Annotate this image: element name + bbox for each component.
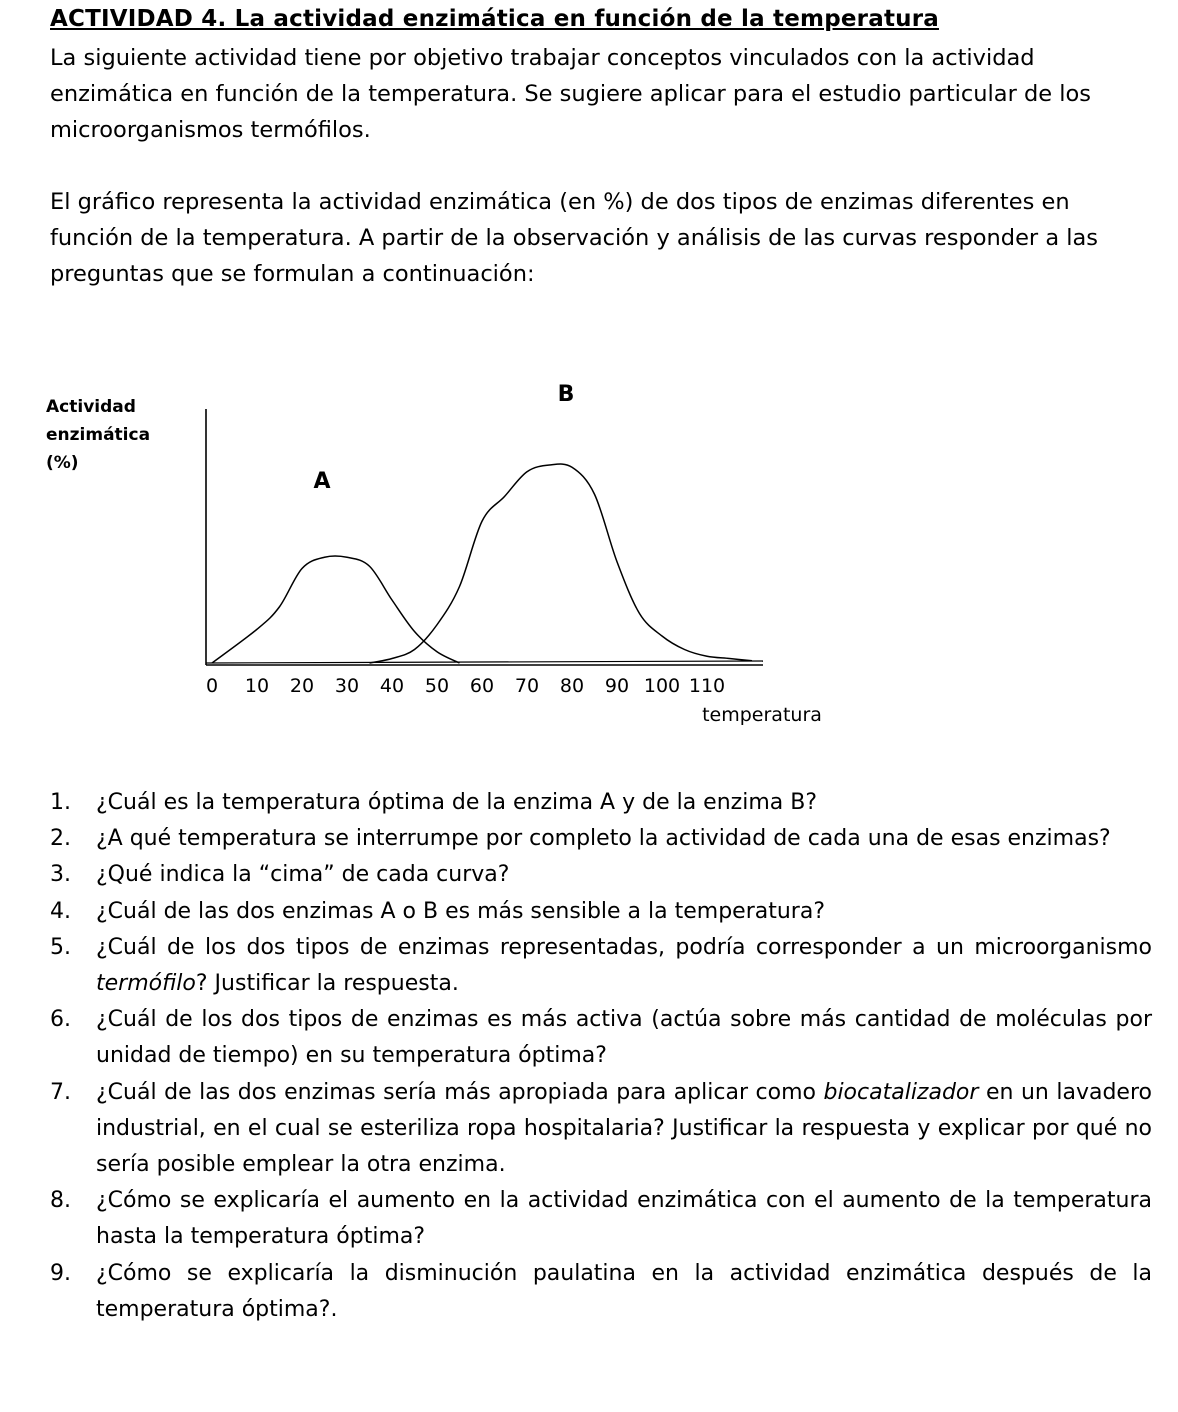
question-number: 5. — [50, 934, 71, 960]
x-tick-label: 110 — [688, 675, 726, 697]
x-axis-label: temperatura — [702, 704, 822, 726]
question-text: ¿Qué indica la “cima” de cada curva? — [96, 862, 510, 888]
series-label-a: A — [313, 469, 331, 494]
question-text: en un lavadero industrial, en el cual se esteriliza ropa hospitalaria? Justificar la respuesta y explicar por qué no sería posible emplear la otra enzima. — [96, 1079, 1152, 1178]
y-axis-label-line: Actividad — [46, 397, 136, 417]
description-paragraph: El gráfico representa la actividad enzimática (en %) de dos tipos de enzimas diferentes en función de la temperatura. A partir de la observación y análisis de las curvas responder a las preguntas que se formulan a continuación: — [50, 189, 1099, 287]
question-item — [50, 821, 1152, 857]
question-number: 3. — [50, 862, 71, 888]
question-text: ¿Cómo se explicaría la disminución paulatina en la actividad enzimática después de la temperatura óptima?. — [96, 1260, 1152, 1322]
question-number: 4. — [50, 898, 71, 924]
x-tick-label: 60 — [469, 675, 495, 697]
question-text: ¿Cómo se explicaría el aumento en la actividad enzimática con el aumento de la temperatura hasta la temperatura óptima? — [96, 1188, 1152, 1250]
activity-title: ACTIVIDAD 4. La actividad enzimática en función de la temperatura — [50, 6, 939, 32]
intro-paragraph: La siguiente actividad tiene por objetivo trabajar conceptos vinculados con la actividad enzimática en función de la temperatura. Se sugiere aplicar para el estudio particular de los microorganismos termófilos. — [50, 45, 1091, 143]
series-line-b — [370, 464, 753, 663]
x-tick-label: 30 — [334, 675, 360, 697]
question-item — [50, 894, 1152, 930]
x-tick-label: 70 — [514, 675, 540, 697]
question-item — [50, 1256, 1152, 1328]
question-item — [50, 857, 1152, 893]
x-tick-label: 50 — [424, 675, 450, 697]
x-tick-label: 0 — [205, 675, 219, 697]
x-tick-label: 100 — [643, 675, 681, 697]
x-tick-label: 20 — [289, 675, 315, 697]
x-tick-label: 10 — [244, 675, 270, 697]
question-list — [50, 785, 1152, 1328]
y-axis-label-line: enzimática — [46, 425, 151, 445]
question-number: 2. — [50, 826, 71, 852]
question-item — [50, 1002, 1152, 1074]
question-text: ¿Cuál de los dos tipos de enzimas representadas, podría corresponder a un microorganismo — [96, 934, 1152, 960]
question-text: ? Justificar la respuesta. — [195, 971, 459, 997]
question-number: 9. — [50, 1260, 71, 1286]
x-axis-line-upper — [206, 661, 763, 663]
question-number: 8. — [50, 1188, 71, 1214]
question-text: ¿Cuál de los dos tipos de enzimas es más activa (actúa sobre más cantidad de moléculas por unidad de tiempo) en su temperatura óptima? — [96, 1007, 1152, 1069]
y-axis-label-line: (%) — [46, 453, 79, 473]
question-text: ¿A qué temperatura se interrumpe por completo la actividad de cada una de esas enzimas? — [96, 826, 1111, 852]
x-tick-label: 90 — [604, 675, 630, 697]
question-text: ¿Cuál de las dos enzimas sería más apropiada para aplicar como — [96, 1079, 824, 1105]
question-text: ¿Cuál de las dos enzimas A o B es más sensible a la temperatura? — [96, 898, 826, 924]
question-number: 1. — [50, 790, 71, 815]
question-text: ¿Cuál es la temperatura óptima de la enzima A y de la enzima B? — [96, 790, 817, 815]
series-line-a — [212, 556, 460, 663]
question-italic-term: biocatalizador — [823, 1079, 979, 1105]
series-label-b: B — [557, 382, 575, 407]
question-item — [50, 785, 1152, 821]
question-item — [50, 1075, 1152, 1184]
question-item — [50, 1183, 1152, 1255]
question-number: 7. — [50, 1079, 71, 1105]
question-italic-term: termófilo — [96, 971, 196, 997]
x-tick-label: 80 — [559, 675, 585, 697]
question-number: 6. — [50, 1007, 71, 1033]
x-tick-label: 40 — [379, 675, 405, 697]
question-item — [50, 930, 1152, 1002]
